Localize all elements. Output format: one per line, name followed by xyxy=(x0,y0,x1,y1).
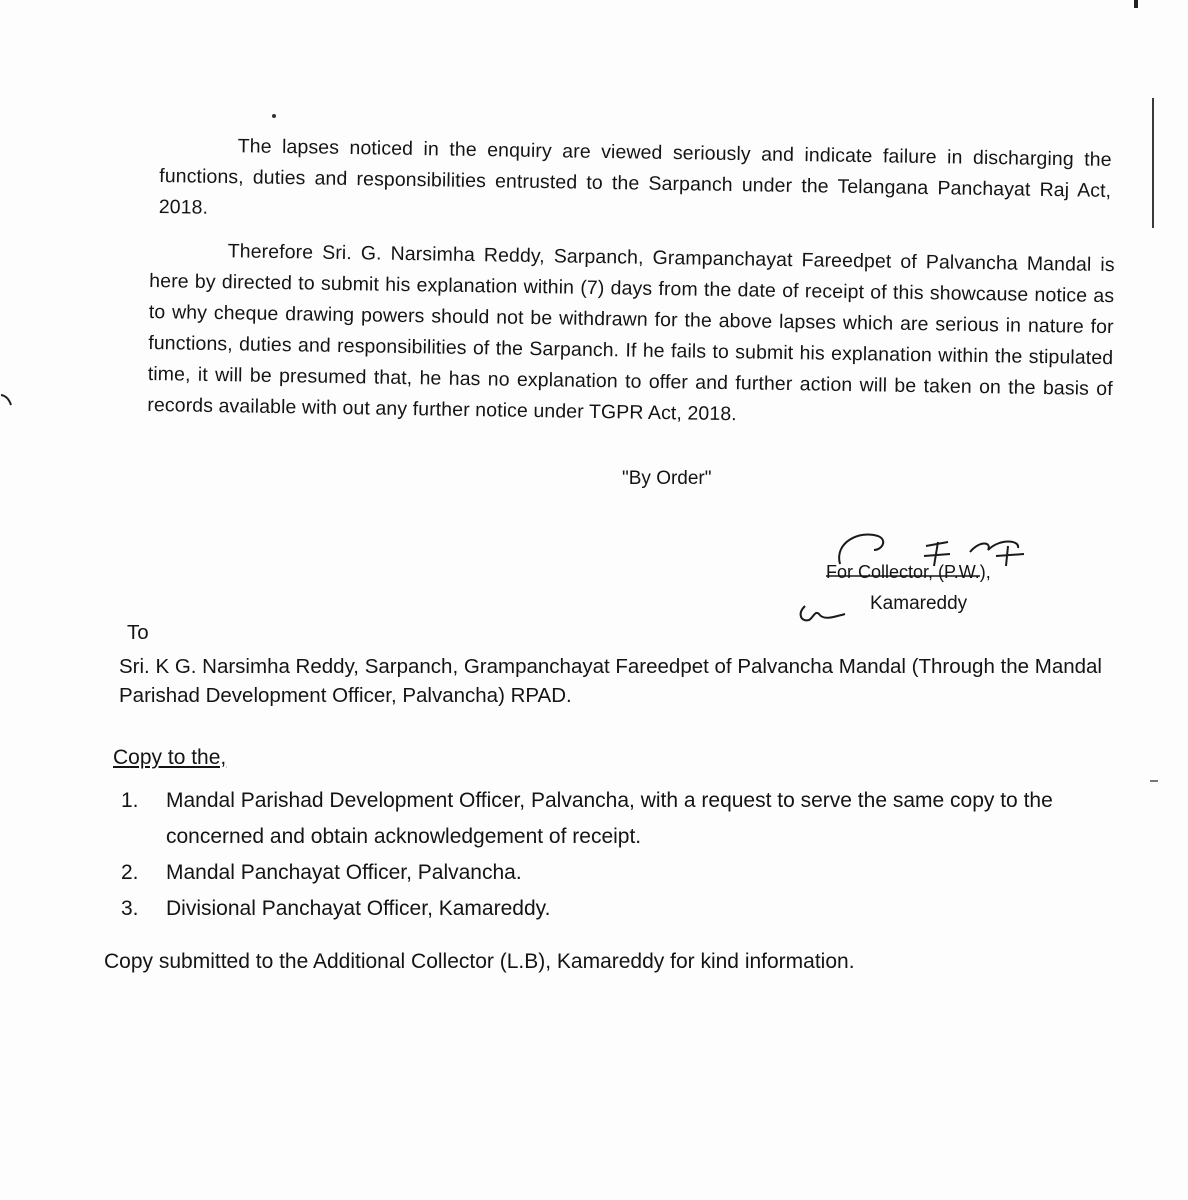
signatory-designation: For Collector, (P.W.), xyxy=(826,562,991,582)
copy-to-list xyxy=(113,783,1153,927)
paragraph-directive xyxy=(147,235,1115,436)
copy-submitted-note: Copy submitted to the Additional Collector (L.B), Kamareddy for kind information. xyxy=(104,950,855,973)
list-item-number: 3. xyxy=(121,897,139,920)
scan-mark xyxy=(1134,0,1138,8)
to-label: To xyxy=(127,621,149,644)
list-item-text: Mandal Parishad Development Officer, Palvancha, with a request to serve the same copy to the concerned and obtain acknowledgement of receipt. xyxy=(166,789,1053,848)
copy-to-heading: Copy to the, xyxy=(113,746,227,769)
handwritten-initials xyxy=(795,600,850,626)
paragraph-directive-text: Therefore Sri. G. Narsimha Reddy, Sarpanch, Grampanchayat Fareedpet of Palvancha Mandal is here by directed to submit his explanation within (7) days from the date of receipt of this showcause notice as to why cheque drawing powers should not be withdrawn for the above lapses which are serious in nature for functions, duties and responsibilities of the Sarpanch. If he fails to submit his explanation within the stipulated time, it will be presumed that, he has no explanation to offer and further action will be taken on the basis of records available with out any further notice under TGPR Act, 2018. xyxy=(147,240,1115,426)
scan-mark-left xyxy=(0,392,14,408)
scan-edge-line xyxy=(1152,98,1154,228)
list-item xyxy=(113,855,1153,891)
recipient-address: Sri. K G. Narsimha Reddy, Sarpanch, Grampanchayat Fareedpet of Palvancha Mandal (Through the Mandal Parishad Development Officer, Palvancha) RPAD. xyxy=(119,655,1102,707)
list-item xyxy=(113,891,1153,927)
signatory-place: Kamareddy xyxy=(870,593,968,614)
paragraph-lapses-text: The lapses noticed in the enquiry are viewed seriously and indicate failure in discharging the functions, duties and responsibilities entrusted to the Sarpanch under the Telangana Panchayat Raj Act, 2018. xyxy=(158,135,1112,219)
list-item-text: Mandal Panchayat Officer, Palvancha. xyxy=(166,861,522,884)
scan-tick-mark xyxy=(1150,780,1158,782)
list-item xyxy=(113,783,1153,855)
list-item-number: 2. xyxy=(121,861,139,884)
paragraph-lapses xyxy=(159,130,1112,238)
list-item-number: 1. xyxy=(121,789,139,812)
scan-speck xyxy=(272,114,276,118)
list-item-text: Divisional Panchayat Officer, Kamareddy. xyxy=(166,897,551,920)
by-order-label: "By Order" xyxy=(622,468,712,489)
